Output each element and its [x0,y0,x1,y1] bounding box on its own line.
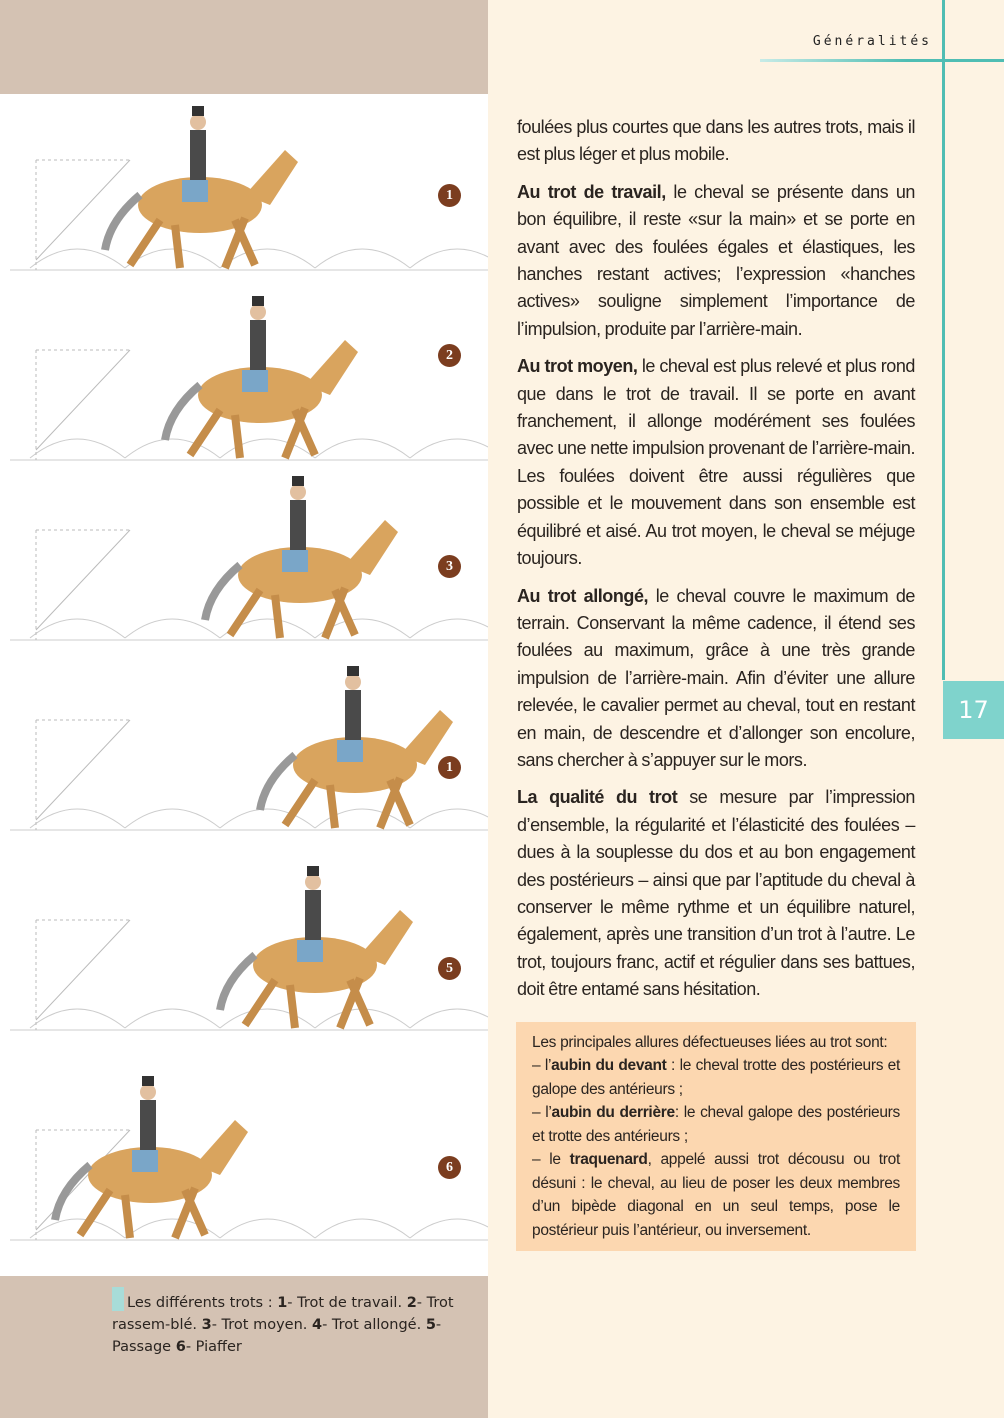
caption-item: - Piaffer [185,1339,242,1355]
paragraph-text: se mesure par l’impression d’ensemble, la régularité et l’élasticité des foulées – dues à la souplesse du dos et au bon engagement des postérieurs – ainsi que par l’aptitude du cheval à conserver le même rythme et un équilibre naturel, également, après une transition d’un trot à l’autre. Le trot, toujours franc, actif et régulier dans ses battues, doit être entamé sans hésitation. [517,787,915,1000]
box-intro: Les principales allures défectueuses liées au trot sont: [532,1033,888,1051]
paragraph-trot-travail [517,179,915,343]
paragraph-text: le cheval couvre le maximum de terrain. Conservant la même cadence, il étend ses foulées au maximum, grâce à une très grande impulsion de l’arrière-main. Afin d’éviter une allure relevée, le cavalier permet au cheval, tout en restant en main, de descendre et d’allonger son encolure, sans chercher à s’appuyer sur le mors. [517,585,915,770]
paragraph-lead: Au trot allongé, [517,585,649,606]
box-item [532,1101,900,1148]
caption-item: - Passage [112,1317,442,1355]
figure-caption [112,1287,477,1358]
paragraph-text: le cheval est plus relevé et plus rond que dans le trot de travail. Il se porte en avant franchement, il allonge modérément ses foulées avec une nette impulsion provenant de l’arrière-main. Les foulées doivent être aussi régulières que possible et le mouvement dans son ensemble est équilibré et aisé. Au trot moyen, le cheval se méjuge toujours. [517,356,915,569]
defective-gaits-box [516,1022,916,1252]
horse-rider-drawing [0,660,488,850]
horse-rider-drawing [0,470,488,660]
box-item-prefix: – l’ [532,1057,552,1075]
paragraph [517,114,915,169]
figure-number-badge: 1 [438,756,461,779]
caption-item: - Trot allongé. [322,1317,426,1333]
figure-number-badge: 5 [438,957,461,980]
paragraph-qualite [517,784,915,1003]
box-term: aubin du derrière [551,1104,675,1122]
horse-rider-drawing [0,290,488,480]
horse-rider-drawing [0,100,488,290]
box-item-text: : le cheval galope des postérieurs et trotte des antérieurs ; [532,1104,900,1145]
caption-item: - Trot moyen. [211,1317,312,1333]
caption-num: 3 [201,1317,212,1333]
caption-num: 6 [175,1339,186,1355]
text-column [516,114,916,1251]
box-item [532,1054,900,1101]
figure-number-badge: 6 [438,1156,461,1179]
box-item-text: , appelé aussi trot décousu ou trot désuni : le cheval, au lieu de poser les deux membres d’un bipède diagonal en un seul temps, pose le postérieur puis l’antérieur, ou inversement. [532,1151,900,1239]
section-title: Généralités [812,34,932,49]
paragraph-trot-allonge [517,583,915,775]
figure-number-badge: 3 [438,555,461,578]
caption-item: - Trot rassem-blé. [112,1295,454,1333]
header-vertical-rule [942,0,945,680]
box-term: traquenard [569,1151,648,1169]
box-item-prefix: – l’ [532,1104,552,1122]
caption-intro: Les différents trots : [127,1295,278,1311]
caption-item: - Trot de travail. [287,1295,407,1311]
paragraph-trot-moyen [517,353,915,572]
caption-marker [112,1287,124,1311]
box-item-text: : le cheval trotte des postérieurs et galope des antérieurs ; [532,1057,900,1098]
header-horizontal-rule [760,59,1004,62]
page-number: 17 [943,681,1004,739]
box-item [532,1148,900,1242]
paragraph-lead: Au trot de travail, [517,181,666,202]
box-item-prefix: – le [532,1151,570,1169]
caption-num: 1 [277,1295,288,1311]
figure-number-badge: 2 [438,344,461,367]
box-term: aubin du devant [551,1057,667,1075]
caption-num: 2 [406,1295,417,1311]
paragraph-lead: Au trot moyen, [517,356,638,377]
horse-rider-drawing [0,1070,488,1260]
paragraph-text: foulées plus courtes que dans les autres trots, mais il est plus léger et plus mobile. [517,117,915,165]
body-text [517,114,915,1014]
paragraph-text: le cheval se présente dans un bon équilibre, il reste «sur la main» et se porte en avant avec des foulées égales et élastiques, les hanches restant actives; l’expression «hanches actives» souligne simplement l’importance de l’impulsion, produite par l’arrière-main. [517,181,915,339]
left-top-band [0,0,488,94]
caption-num: 4 [312,1317,323,1333]
paragraph-lead: La qualité du trot [517,787,678,808]
figure-number-badge: 1 [438,184,461,207]
caption-num: 5 [425,1317,436,1333]
horse-rider-drawing [0,860,488,1050]
